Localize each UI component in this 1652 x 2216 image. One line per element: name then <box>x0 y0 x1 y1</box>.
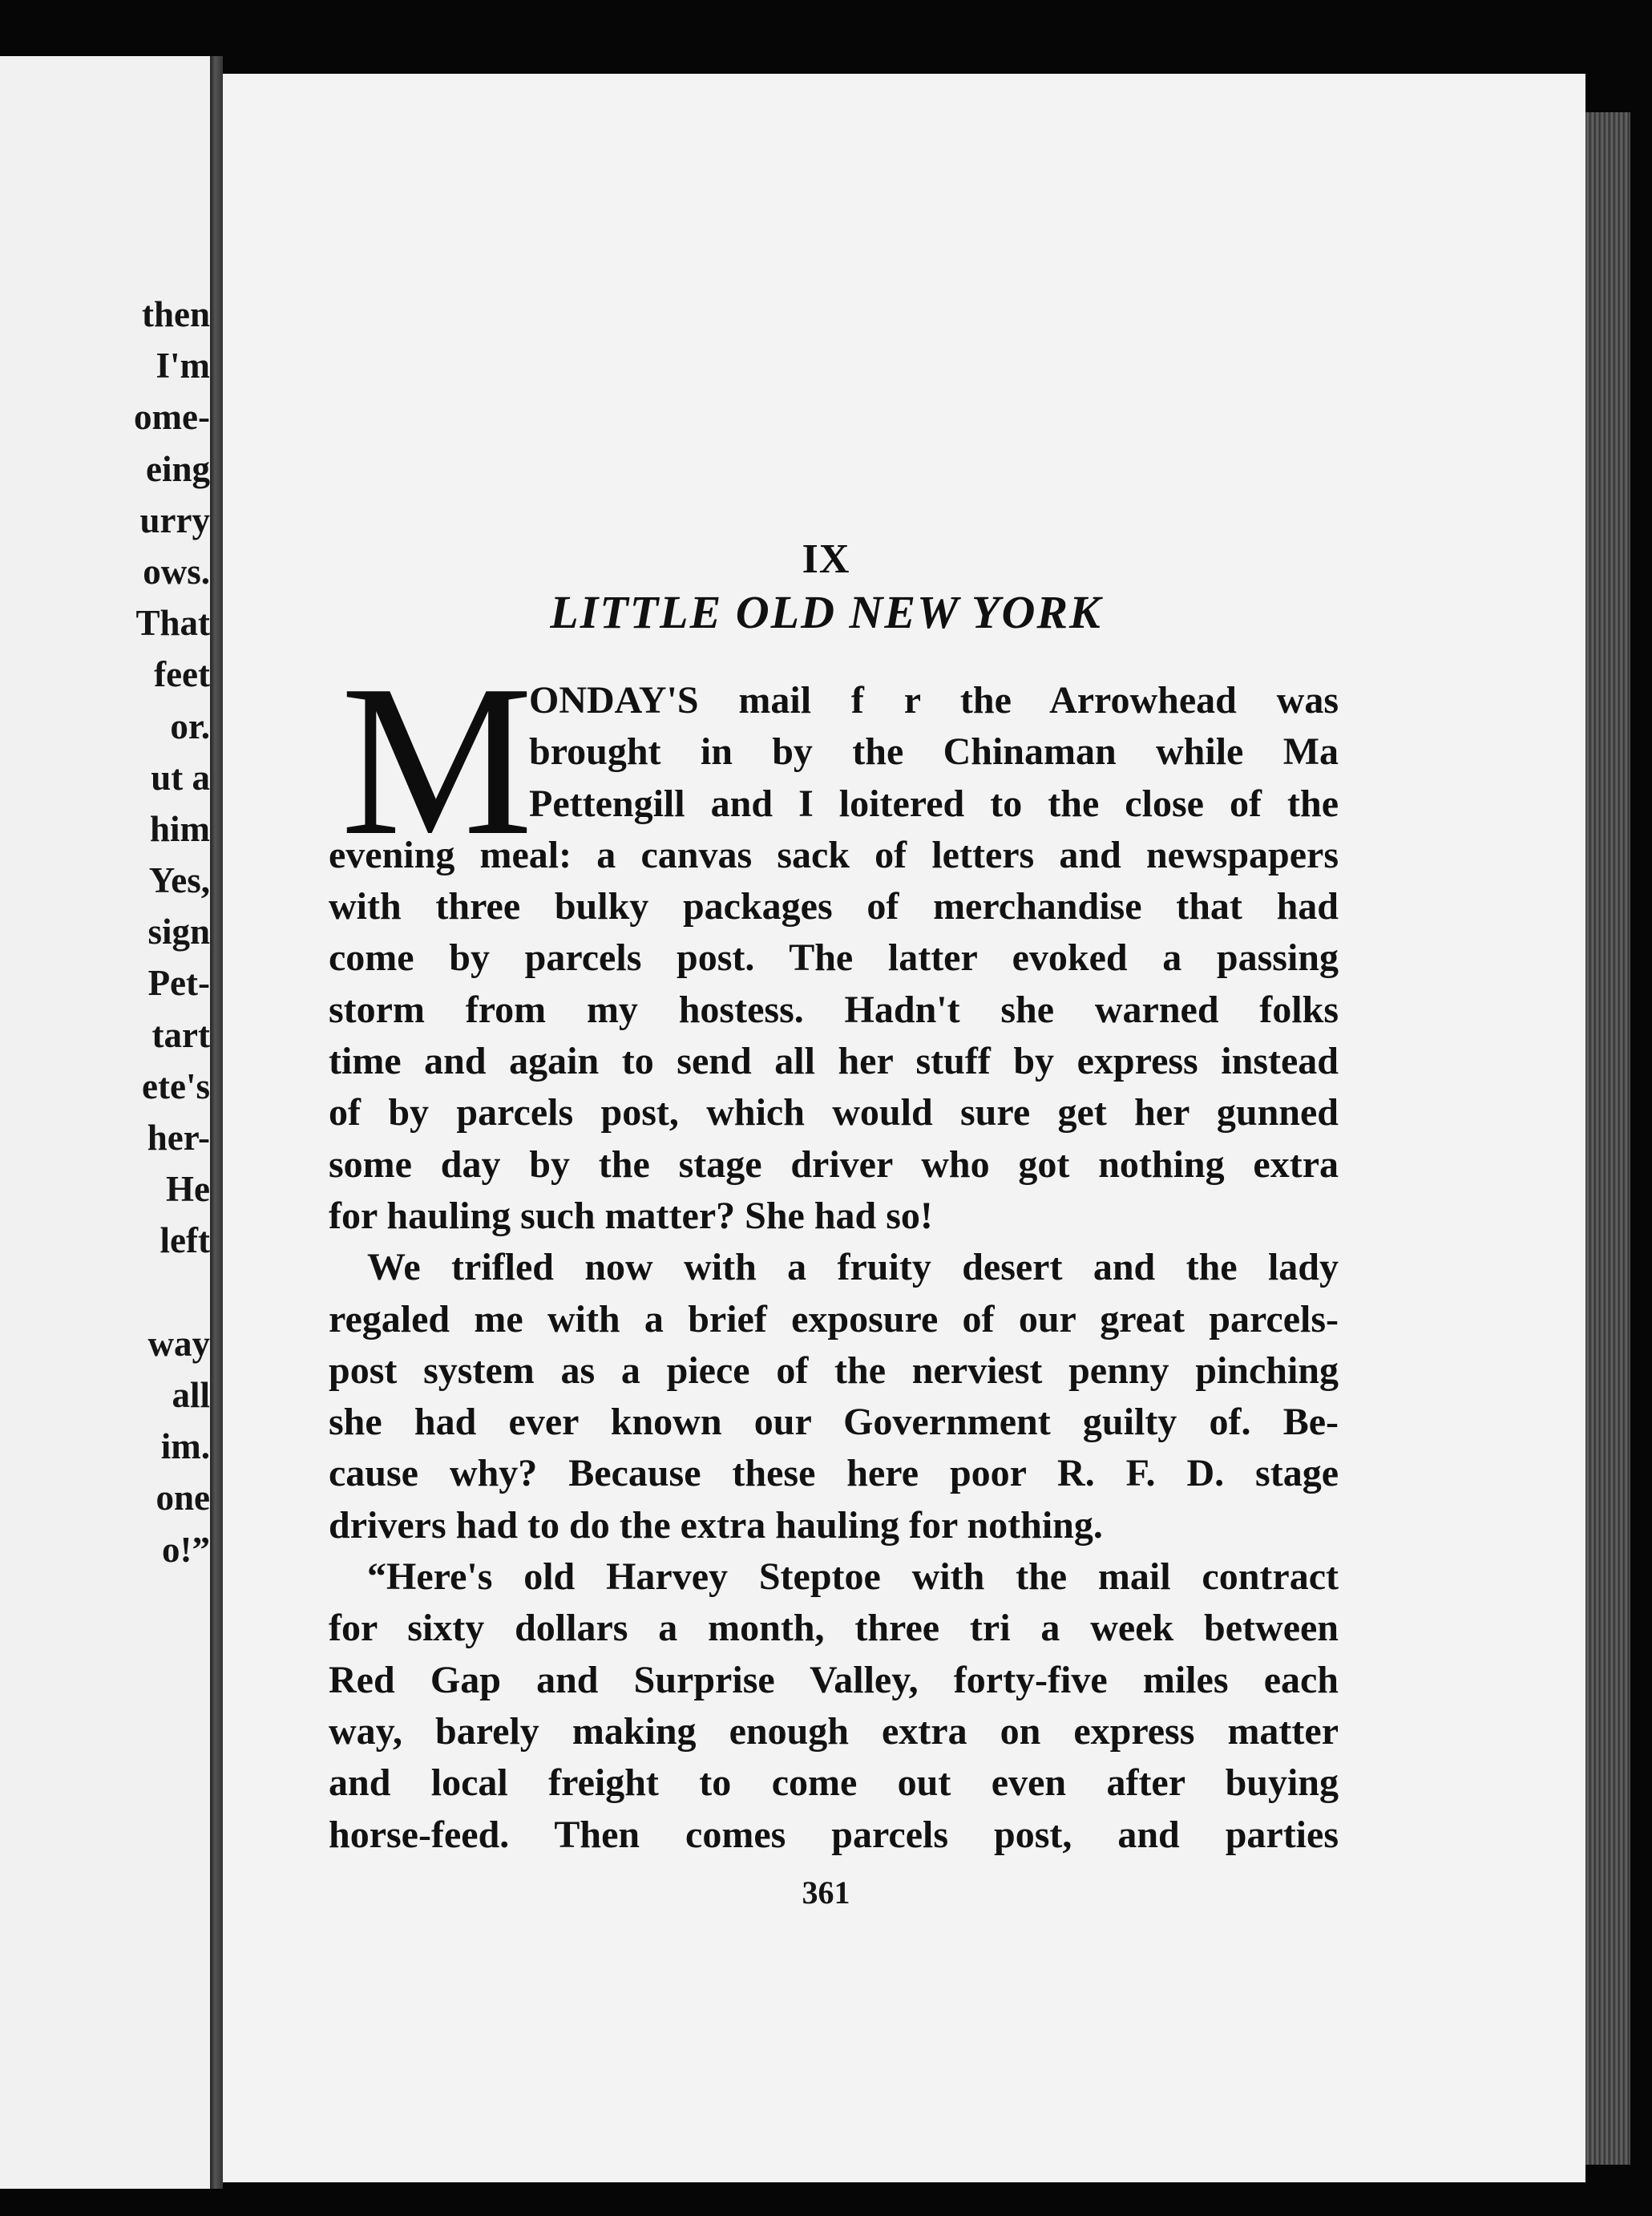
book-gutter <box>210 56 223 2189</box>
left-page-line: ows. <box>143 551 210 592</box>
text-line: come by parcels post. The latter evoked a passing <box>329 936 1339 980</box>
left-page-line: or. <box>170 706 210 746</box>
text-line: ONDAY'S mail f r the Arrowhead was <box>529 679 1339 722</box>
left-page-line: all <box>172 1374 210 1415</box>
text-line: she had ever known our Government guilty of. Be- <box>329 1401 1339 1444</box>
left-page-line: one <box>156 1478 210 1518</box>
left-page-line: left <box>160 1220 210 1261</box>
text-line: evening meal: a canvas sack of letters and newspapers <box>329 833 1339 876</box>
page-edges <box>1585 112 1630 2165</box>
text-line: brought in by the Chinaman while Ma <box>529 730 1339 774</box>
paragraph <box>329 675 1339 1242</box>
left-page-line: That <box>135 603 210 644</box>
text-line: “Here's old Harvey Steptoe with the mail contract <box>367 1555 1339 1599</box>
left-page-line: her- <box>147 1118 210 1158</box>
chapter-body <box>329 675 1339 1861</box>
left-page-line: ete's <box>142 1066 210 1106</box>
text-line: of by parcels post, which would sure get her gunned <box>329 1091 1339 1134</box>
left-page-text <box>0 289 210 1575</box>
left-page-line: Pet- <box>147 963 210 1004</box>
text-line: way, barely making enough extra on express matter <box>329 1709 1339 1753</box>
left-page-line: then <box>141 294 210 334</box>
text-line: for sixty dollars a month, three tri a week between <box>329 1607 1339 1650</box>
paragraph <box>329 1551 1339 1861</box>
left-page-line: feet <box>154 654 210 695</box>
left-page-line: eing <box>145 448 210 489</box>
text-line: Pettengill and I loitered to the close of the <box>529 782 1339 825</box>
paragraph <box>329 1242 1339 1551</box>
left-page-line: Yes, <box>148 860 210 901</box>
text-line: Red Gap and Surprise Valley, forty-five miles each <box>329 1658 1339 1701</box>
chapter-title: LITTLE OLD NEW YORK <box>550 586 1102 638</box>
left-page-line: tart <box>151 1014 210 1055</box>
chapter-number: IX <box>802 536 850 582</box>
drop-cap: M <box>341 641 534 880</box>
text-line: cause why? Because these here poor R. F. D. stage <box>329 1452 1339 1495</box>
left-page <box>0 56 213 2189</box>
left-page-line: ut a <box>151 757 210 798</box>
text-line: regaled me with a brief exposure of our great parcels- <box>329 1297 1339 1341</box>
left-page-line: He <box>166 1169 210 1210</box>
left-page-line <box>66 1267 210 1318</box>
text-line: with three bulky packages of merchandise that had <box>329 885 1339 928</box>
text-line: drivers had to do the extra hauling for nothing. <box>329 1503 1103 1547</box>
text-line: We trifled now with a fruity desert and the lady <box>367 1246 1339 1289</box>
text-line: for hauling such matter? She had so! <box>329 1194 933 1237</box>
left-page-line: him <box>149 808 210 849</box>
text-line: time and again to send all her stuff by express instead <box>329 1040 1339 1083</box>
left-page-line: im. <box>160 1426 210 1467</box>
left-page-line: ome- <box>134 397 210 438</box>
left-page-line: urry <box>139 499 210 540</box>
page-number: 361 <box>802 1874 850 1911</box>
text-line: and local freight to come out even after buying <box>329 1761 1339 1805</box>
text-line: storm from my hostess. Hadn't she warned folks <box>329 988 1339 1031</box>
text-line: post system as a piece of the nerviest penny pinching <box>329 1349 1339 1392</box>
left-page-line: I'm <box>156 346 210 386</box>
left-page-line: way <box>147 1323 210 1364</box>
left-page-line: o!” <box>162 1529 210 1570</box>
left-page-line: sign <box>147 912 210 952</box>
text-line: horse-feed. Then comes parcels post, and parties <box>329 1813 1339 1856</box>
text-line: some day by the stage driver who got nothing extra <box>329 1142 1339 1186</box>
